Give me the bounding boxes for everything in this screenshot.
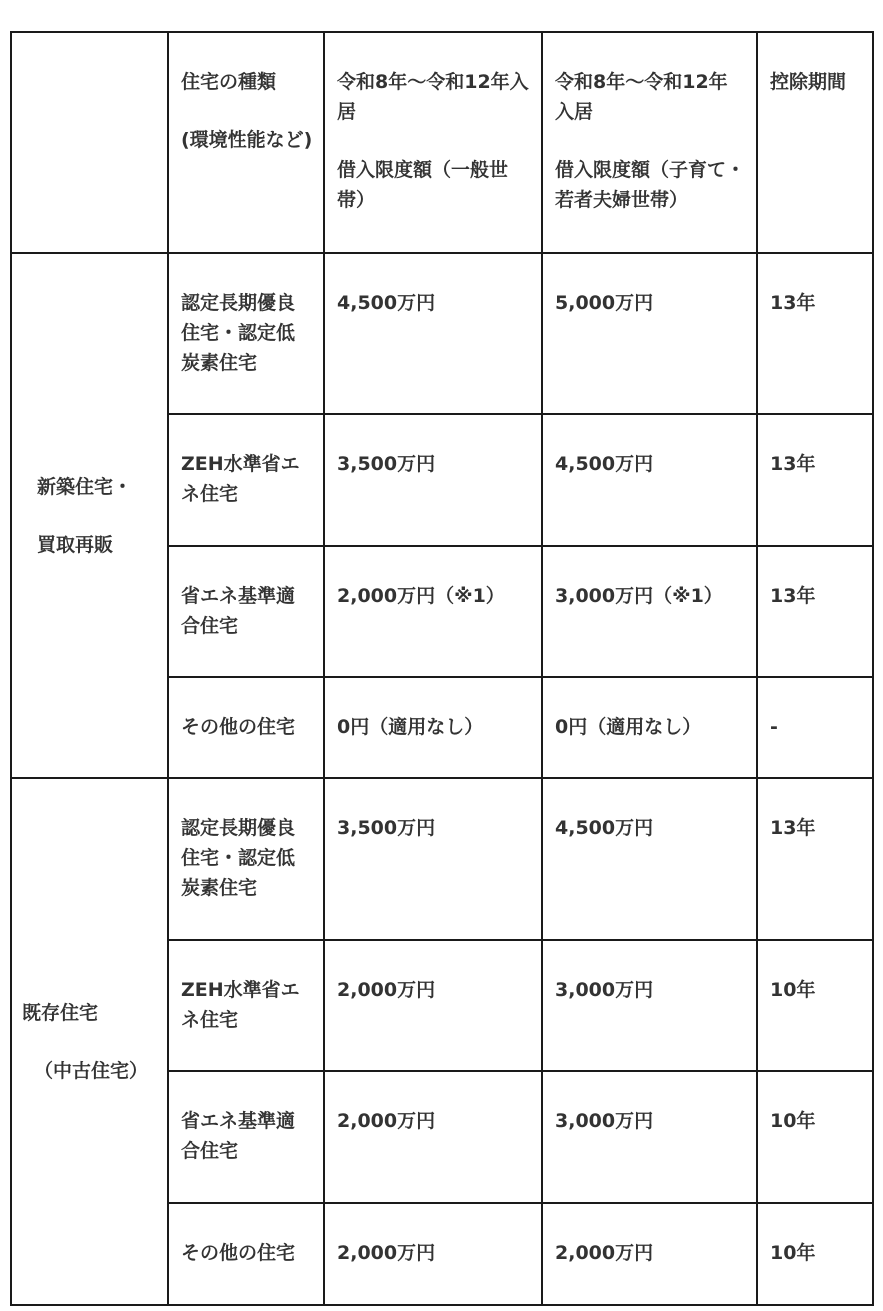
type-text: ZEH水準省エネ住宅 [181,453,300,505]
type-cell [168,940,324,1071]
period-cell [757,940,873,1071]
type-text: 認定長期優良住宅・認定低炭素住宅 [181,292,296,374]
family-limit-value: 3,000万円 [555,1110,654,1132]
header-empty-cell [11,32,168,253]
type-text: その他の住宅 [181,716,296,738]
period-value: 13年 [770,817,816,839]
general-limit-cell [324,1071,542,1203]
header-family-cell [542,32,757,253]
general-limit-value: 3,500万円 [337,817,436,839]
type-text: 省エネ基準適合住宅 [181,585,296,637]
header-type-label: 住宅の種類 [181,71,277,93]
family-limit-value: 4,500万円 [555,817,654,839]
period-cell [757,253,873,414]
group-label-line: 買取再販 [37,533,114,556]
type-cell [168,1203,324,1305]
header-family-limit: 借入限度額（子育て・若者夫婦世帯） [555,159,746,211]
family-limit-value: 3,000万円（※1） [555,585,723,607]
general-limit-value: 2,000万円 [337,979,436,1001]
general-limit-value: 3,500万円 [337,453,436,475]
family-limit-cell [542,253,757,414]
group-label-cell [11,778,168,1305]
header-general-period: 令和8年～令和12年入居 [337,71,529,123]
general-limit-cell [324,414,542,546]
period-cell [757,677,873,778]
period-value: 13年 [770,453,816,475]
header-period-label: 控除期間 [770,71,847,93]
header-row [11,32,873,253]
table-row [11,778,873,940]
period-value: 10年 [770,1242,816,1264]
type-cell [168,414,324,546]
period-cell [757,414,873,546]
family-limit-value: 2,000万円 [555,1242,654,1264]
family-limit-cell [542,414,757,546]
family-limit-cell [542,546,757,677]
period-cell [757,1203,873,1305]
family-limit-cell [542,677,757,778]
group-label-line: （中古住宅） [34,1059,149,1082]
general-limit-value: 2,000万円 [337,1242,436,1264]
type-cell [168,1071,324,1203]
type-text: その他の住宅 [181,1242,296,1264]
header-type-cell [168,32,324,253]
family-limit-cell [542,940,757,1071]
type-cell [168,778,324,940]
general-limit-cell [324,1203,542,1305]
period-value: 13年 [770,585,816,607]
period-value: 10年 [770,979,816,1001]
type-text: 省エネ基準適合住宅 [181,1110,296,1162]
general-limit-cell [324,546,542,677]
header-general-cell [324,32,542,253]
family-limit-cell [542,1203,757,1305]
general-limit-value: 2,000万円（※1） [337,585,505,607]
type-cell [168,253,324,414]
header-type-note: (環境性能など) [181,129,313,151]
period-value: - [770,716,778,738]
general-limit-cell [324,253,542,414]
period-value: 13年 [770,292,816,314]
family-limit-value: 3,000万円 [555,979,654,1001]
header-general-limit: 借入限度額（一般世帯） [337,159,509,211]
type-text: ZEH水準省エネ住宅 [181,979,300,1031]
family-limit-cell [542,1071,757,1203]
type-text: 認定長期優良住宅・認定低炭素住宅 [181,817,296,899]
general-limit-cell [324,778,542,940]
tax-deduction-table [10,31,874,1306]
family-limit-value: 0円（適用なし） [555,716,702,738]
type-cell [168,677,324,778]
group-label-line: 既存住宅 [22,1001,99,1024]
header-family-period: 令和8年～令和12年入居 [555,71,728,123]
general-limit-value: 2,000万円 [337,1110,436,1132]
group-label-line: 新築住宅・ [37,475,133,498]
family-limit-cell [542,778,757,940]
period-value: 10年 [770,1110,816,1132]
general-limit-cell [324,940,542,1071]
period-cell [757,546,873,677]
group-label-cell [11,253,168,778]
period-cell [757,1071,873,1203]
type-cell [168,546,324,677]
table-row [11,253,873,414]
general-limit-value: 4,500万円 [337,292,436,314]
family-limit-value: 4,500万円 [555,453,654,475]
general-limit-value: 0円（適用なし） [337,716,484,738]
header-period-cell [757,32,873,253]
general-limit-cell [324,677,542,778]
period-cell [757,778,873,940]
family-limit-value: 5,000万円 [555,292,654,314]
